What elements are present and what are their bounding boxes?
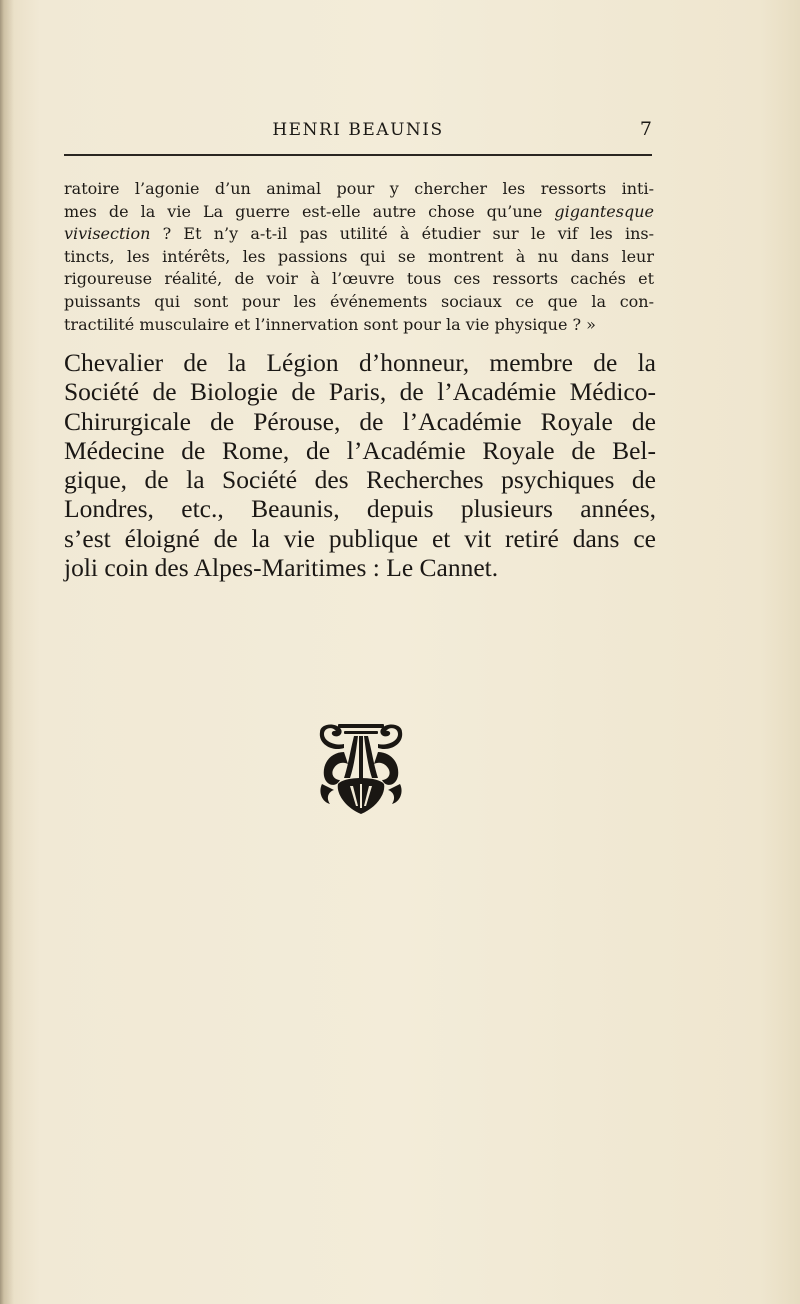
italic-word: gigantesque: [554, 201, 654, 221]
fleuron-ornament-icon: [314, 722, 408, 816]
quote-line: puissants qui sont pour les événements sociaux ce que la con-: [64, 291, 654, 311]
main-line: joli coin des Alpes-Maritimes : Le Cannet.: [64, 553, 499, 583]
main-line: s’est éloigné de la vie publique et vit retiré dans ce: [64, 523, 656, 553]
italic-word: vivisection: [64, 224, 151, 244]
quote-line: rigoureuse réalité, de voir à l’œuvre tous ces ressorts cachés et: [64, 269, 654, 289]
main-line: Chevalier de la Légion d’honneur, membre de la: [64, 348, 656, 377]
quote-paragraph: [64, 178, 654, 336]
quote-line: tractilité musculaire et l’innervation sont pour la vie physique ? »: [64, 314, 596, 334]
main-line: Société de Biologie de Paris, de l’Académie Médico-: [64, 377, 656, 407]
quote-line-text: mes de la vie La guerre est-elle autre chose qu’une: [64, 201, 555, 221]
page-number: 7: [639, 118, 652, 140]
main-line: Médecine de Rome, de l’Académie Royale de Bel-: [64, 435, 656, 465]
quote-line: [64, 223, 654, 246]
quote-line-text: ? Et n’y a-t-il pas utilité à étudier sur le vif les ins-: [150, 224, 654, 244]
header-rule: [64, 154, 652, 156]
quote-line: tincts, les intérêts, les passions qui se montrent à nu dans leur: [64, 246, 654, 266]
main-line: Chirurgicale de Pérouse, de l’Académie Royale de: [64, 406, 656, 436]
quote-line: [64, 201, 654, 224]
quote-line: ratoire l’agonie d’un animal pour y chercher les ressorts inti-: [64, 179, 654, 198]
running-title: HENRI BEAUNIS: [272, 120, 444, 140]
main-line: Londres, etc., Beaunis, depuis plusieurs années,: [64, 494, 656, 524]
running-head: [64, 116, 652, 146]
main-line: gique, de la Société des Recherches psychiques de: [64, 465, 656, 495]
spine-shadow: [0, 0, 14, 1304]
main-paragraph: [64, 348, 656, 582]
